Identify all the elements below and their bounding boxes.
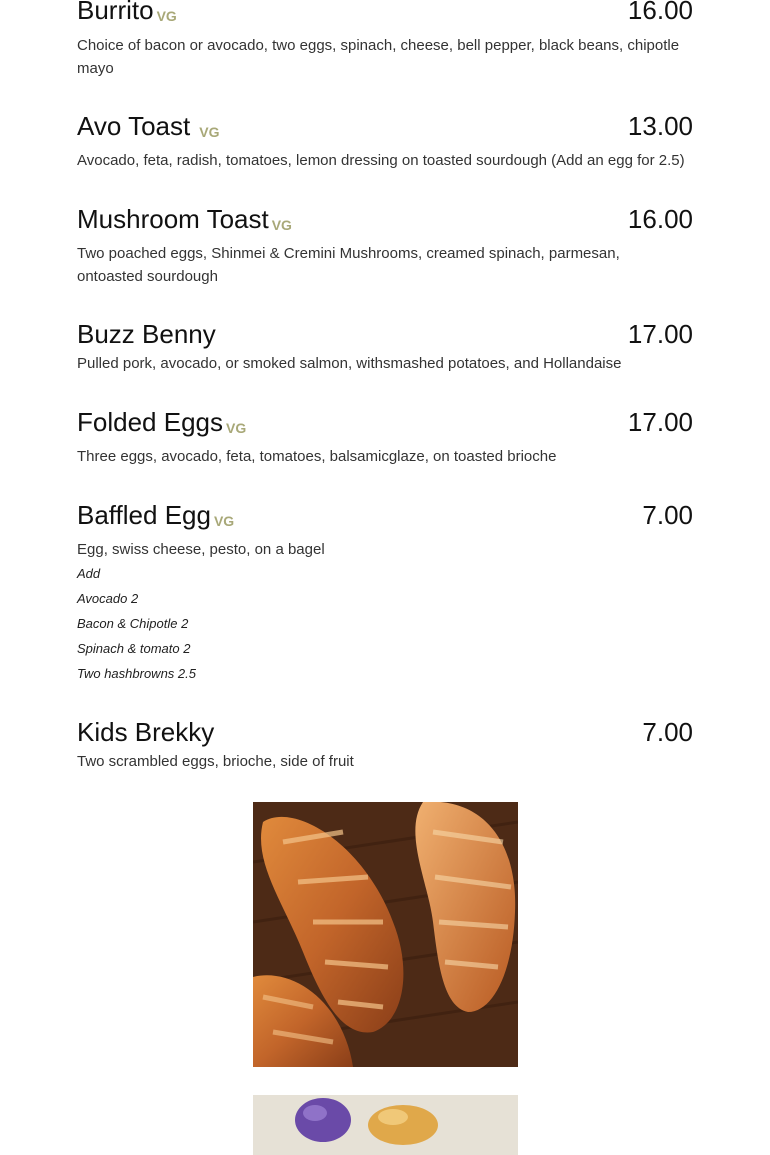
addon-item: Bacon & Chipotle 2 — [77, 616, 189, 631]
menu-item-header — [77, 316, 693, 352]
vegetarian-badge: VG — [213, 513, 235, 529]
dish-photo — [253, 1095, 518, 1155]
menu-item-price: 17.00 — [627, 319, 693, 349]
menu-item-price: 16.00 — [627, 204, 693, 234]
menu-item-name: Burrito VG — [77, 0, 177, 25]
menu-item-name: Buzz Benny — [77, 319, 216, 349]
menu-item-mushroom-toast — [77, 201, 693, 288]
vegetarian-badge: VG — [271, 217, 292, 233]
menu-item-description: Avocado, feta, radish, tomatoes, lemon dressing on toasted sourdough (Add an egg for 2.5) — [77, 152, 685, 169]
menu-item-header — [77, 201, 693, 237]
addons-list — [77, 561, 693, 686]
menu-item-header — [77, 404, 693, 440]
menu-item-buzz-benny — [77, 316, 693, 375]
menu-item-price: 13.00 — [627, 111, 693, 141]
menu-item-header — [77, 0, 693, 28]
vegetarian-badge: VG — [199, 124, 220, 140]
menu-item-description: Two scrambled eggs, brioche, side of fruit — [77, 753, 354, 770]
menu-item-name: Mushroom Toast VG — [77, 204, 292, 234]
menu-item-price: 17.00 — [627, 407, 693, 437]
menu-item-kids-brekky — [77, 714, 693, 773]
menu-item-description: Egg, swiss cheese, pesto, on a bagel — [77, 541, 325, 558]
menu-item-header — [77, 497, 693, 533]
menu-item-price: 7.00 — [642, 500, 693, 530]
menu-item-description: Pulled pork, avocado, or smoked salmon, withsmashed potatoes, and Hollandaise — [77, 355, 622, 372]
addon-item: Two hashbrowns 2.5 — [77, 666, 196, 681]
menu-item-name: Kids Brekky — [77, 717, 215, 747]
menu-item-folded-eggs — [77, 404, 693, 468]
vegetarian-badge: VG — [156, 8, 177, 24]
menu-item-description: Choice of bacon or avocado, two eggs, spinach, cheese, bell pepper, black beans, chipotle mayo — [77, 37, 680, 77]
menu-item-description: Three eggs, avocado, feta, tomatoes, balsamicglaze, on toasted brioche — [77, 448, 557, 465]
vegetarian-badge: VG — [225, 420, 247, 436]
menu-item-burrito — [77, 0, 693, 80]
menu-item-baffled-egg — [77, 497, 693, 686]
addon-item: Avocado 2 — [77, 591, 139, 606]
menu-item-name: Avo Toast VG — [77, 111, 220, 141]
addons-heading: Add — [77, 566, 101, 581]
menu-item-price: 16.00 — [627, 0, 693, 25]
menu-item-description: Two poached eggs, Shinmei & Cremini Mushrooms, creamed spinach, parmesan, ontoasted sourdough — [77, 245, 620, 285]
menu-item-name: Baffled Egg VG — [77, 500, 235, 530]
menu-item-header — [77, 714, 693, 750]
menu-item-price: 7.00 — [642, 717, 693, 747]
addon-item: Spinach & tomato 2 — [77, 641, 191, 656]
menu-item-name: Folded Eggs VG — [77, 407, 247, 437]
menu-item-header — [77, 108, 693, 144]
croissant-photo — [253, 802, 518, 1067]
menu-item-avo-toast — [77, 108, 693, 172]
